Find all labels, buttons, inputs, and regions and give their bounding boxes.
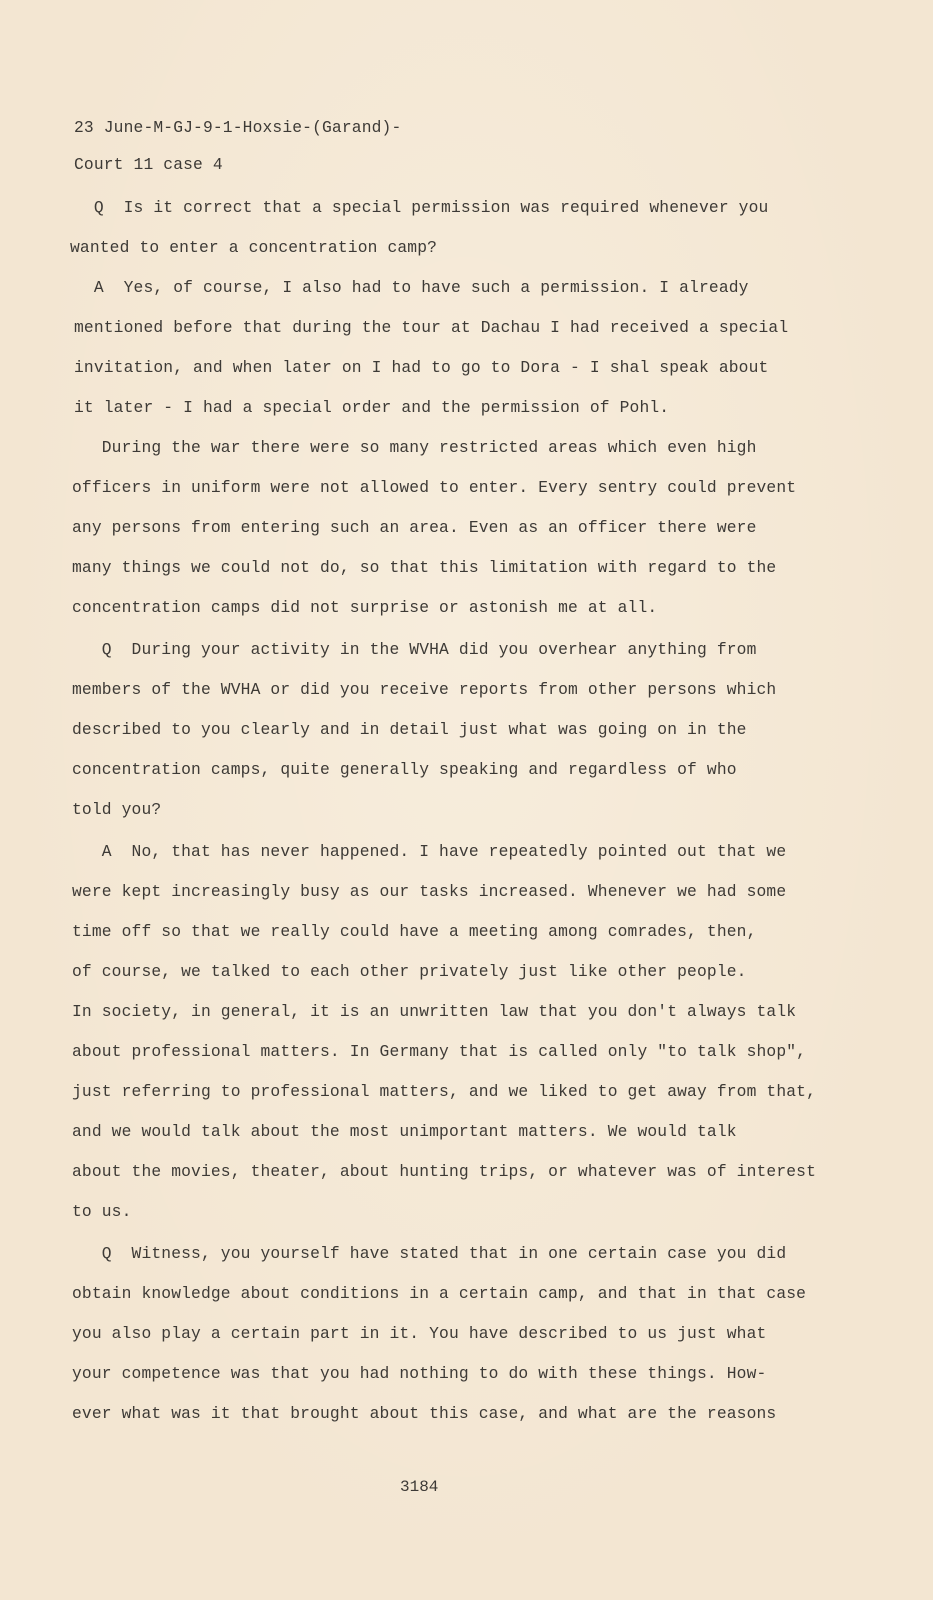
text-line: A Yes, of course, I also had to have such a permission. I already <box>74 278 749 297</box>
text-line: In society, in general, it is an unwritten law that you don't always talk <box>72 1002 797 1021</box>
text-line: your competence was that you had nothing to do with these things. How- <box>72 1364 767 1383</box>
text-line: members of the WVHA or did you receive reports from other persons which <box>72 680 777 699</box>
text-line: about the movies, theater, about hunting trips, or whatever was of interest <box>72 1162 817 1181</box>
header-line-1: 23 June-M-GJ-9-1-Hoxsie-(Garand)- <box>74 118 402 137</box>
text-line: A No, that has never happened. I have repeatedly pointed out that we <box>72 842 787 861</box>
text-line: and we would talk about the most unimportant matters. We would talk <box>72 1122 737 1141</box>
text-line: it later - I had a special order and the permission of Pohl. <box>74 398 670 417</box>
text-line: about professional matters. In Germany that is called only "to talk shop", <box>72 1042 807 1061</box>
text-line: Q Witness, you yourself have stated that in one certain case you did <box>72 1244 787 1263</box>
text-line: mentioned before that during the tour at Dachau I had received a special <box>74 318 789 337</box>
text-line: Q During your activity in the WVHA did you overhear anything from <box>72 640 757 659</box>
text-line: to us. <box>72 1202 132 1221</box>
text-line: concentration camps did not surprise or astonish me at all. <box>72 598 658 617</box>
page-number: 3184 <box>400 1478 439 1496</box>
text-line: wanted to enter a concentration camp? <box>70 238 438 257</box>
text-line: concentration camps, quite generally speaking and regardless of who <box>72 760 737 779</box>
text-line: During the war there were so many restricted areas which even high <box>72 438 757 457</box>
text-line: of course, we talked to each other privately just like other people. <box>72 962 747 981</box>
text-line: time off so that we really could have a meeting among comrades, then, <box>72 922 757 941</box>
text-line: invitation, and when later on I had to go to Dora - I shal speak about <box>74 358 769 377</box>
text-line: ever what was it that brought about this case, and what are the reasons <box>72 1404 777 1423</box>
text-line: told you? <box>72 800 162 819</box>
text-line: Q Is it correct that a special permission was required whenever you <box>74 198 769 217</box>
text-line: officers in uniform were not allowed to enter. Every sentry could prevent <box>72 478 797 497</box>
text-line: obtain knowledge about conditions in a certain camp, and that in that case <box>72 1284 807 1303</box>
text-line: were kept increasingly busy as our tasks increased. Whenever we had some <box>72 882 787 901</box>
text-line: any persons from entering such an area. Even as an officer there were <box>72 518 757 537</box>
header-line-2: Court 11 case 4 <box>74 155 223 174</box>
text-line: you also play a certain part in it. You have described to us just what <box>72 1324 767 1343</box>
text-line: described to you clearly and in detail just what was going on in the <box>72 720 747 739</box>
text-line: just referring to professional matters, and we liked to get away from that, <box>72 1082 817 1101</box>
text-line: many things we could not do, so that this limitation with regard to the <box>72 558 777 577</box>
